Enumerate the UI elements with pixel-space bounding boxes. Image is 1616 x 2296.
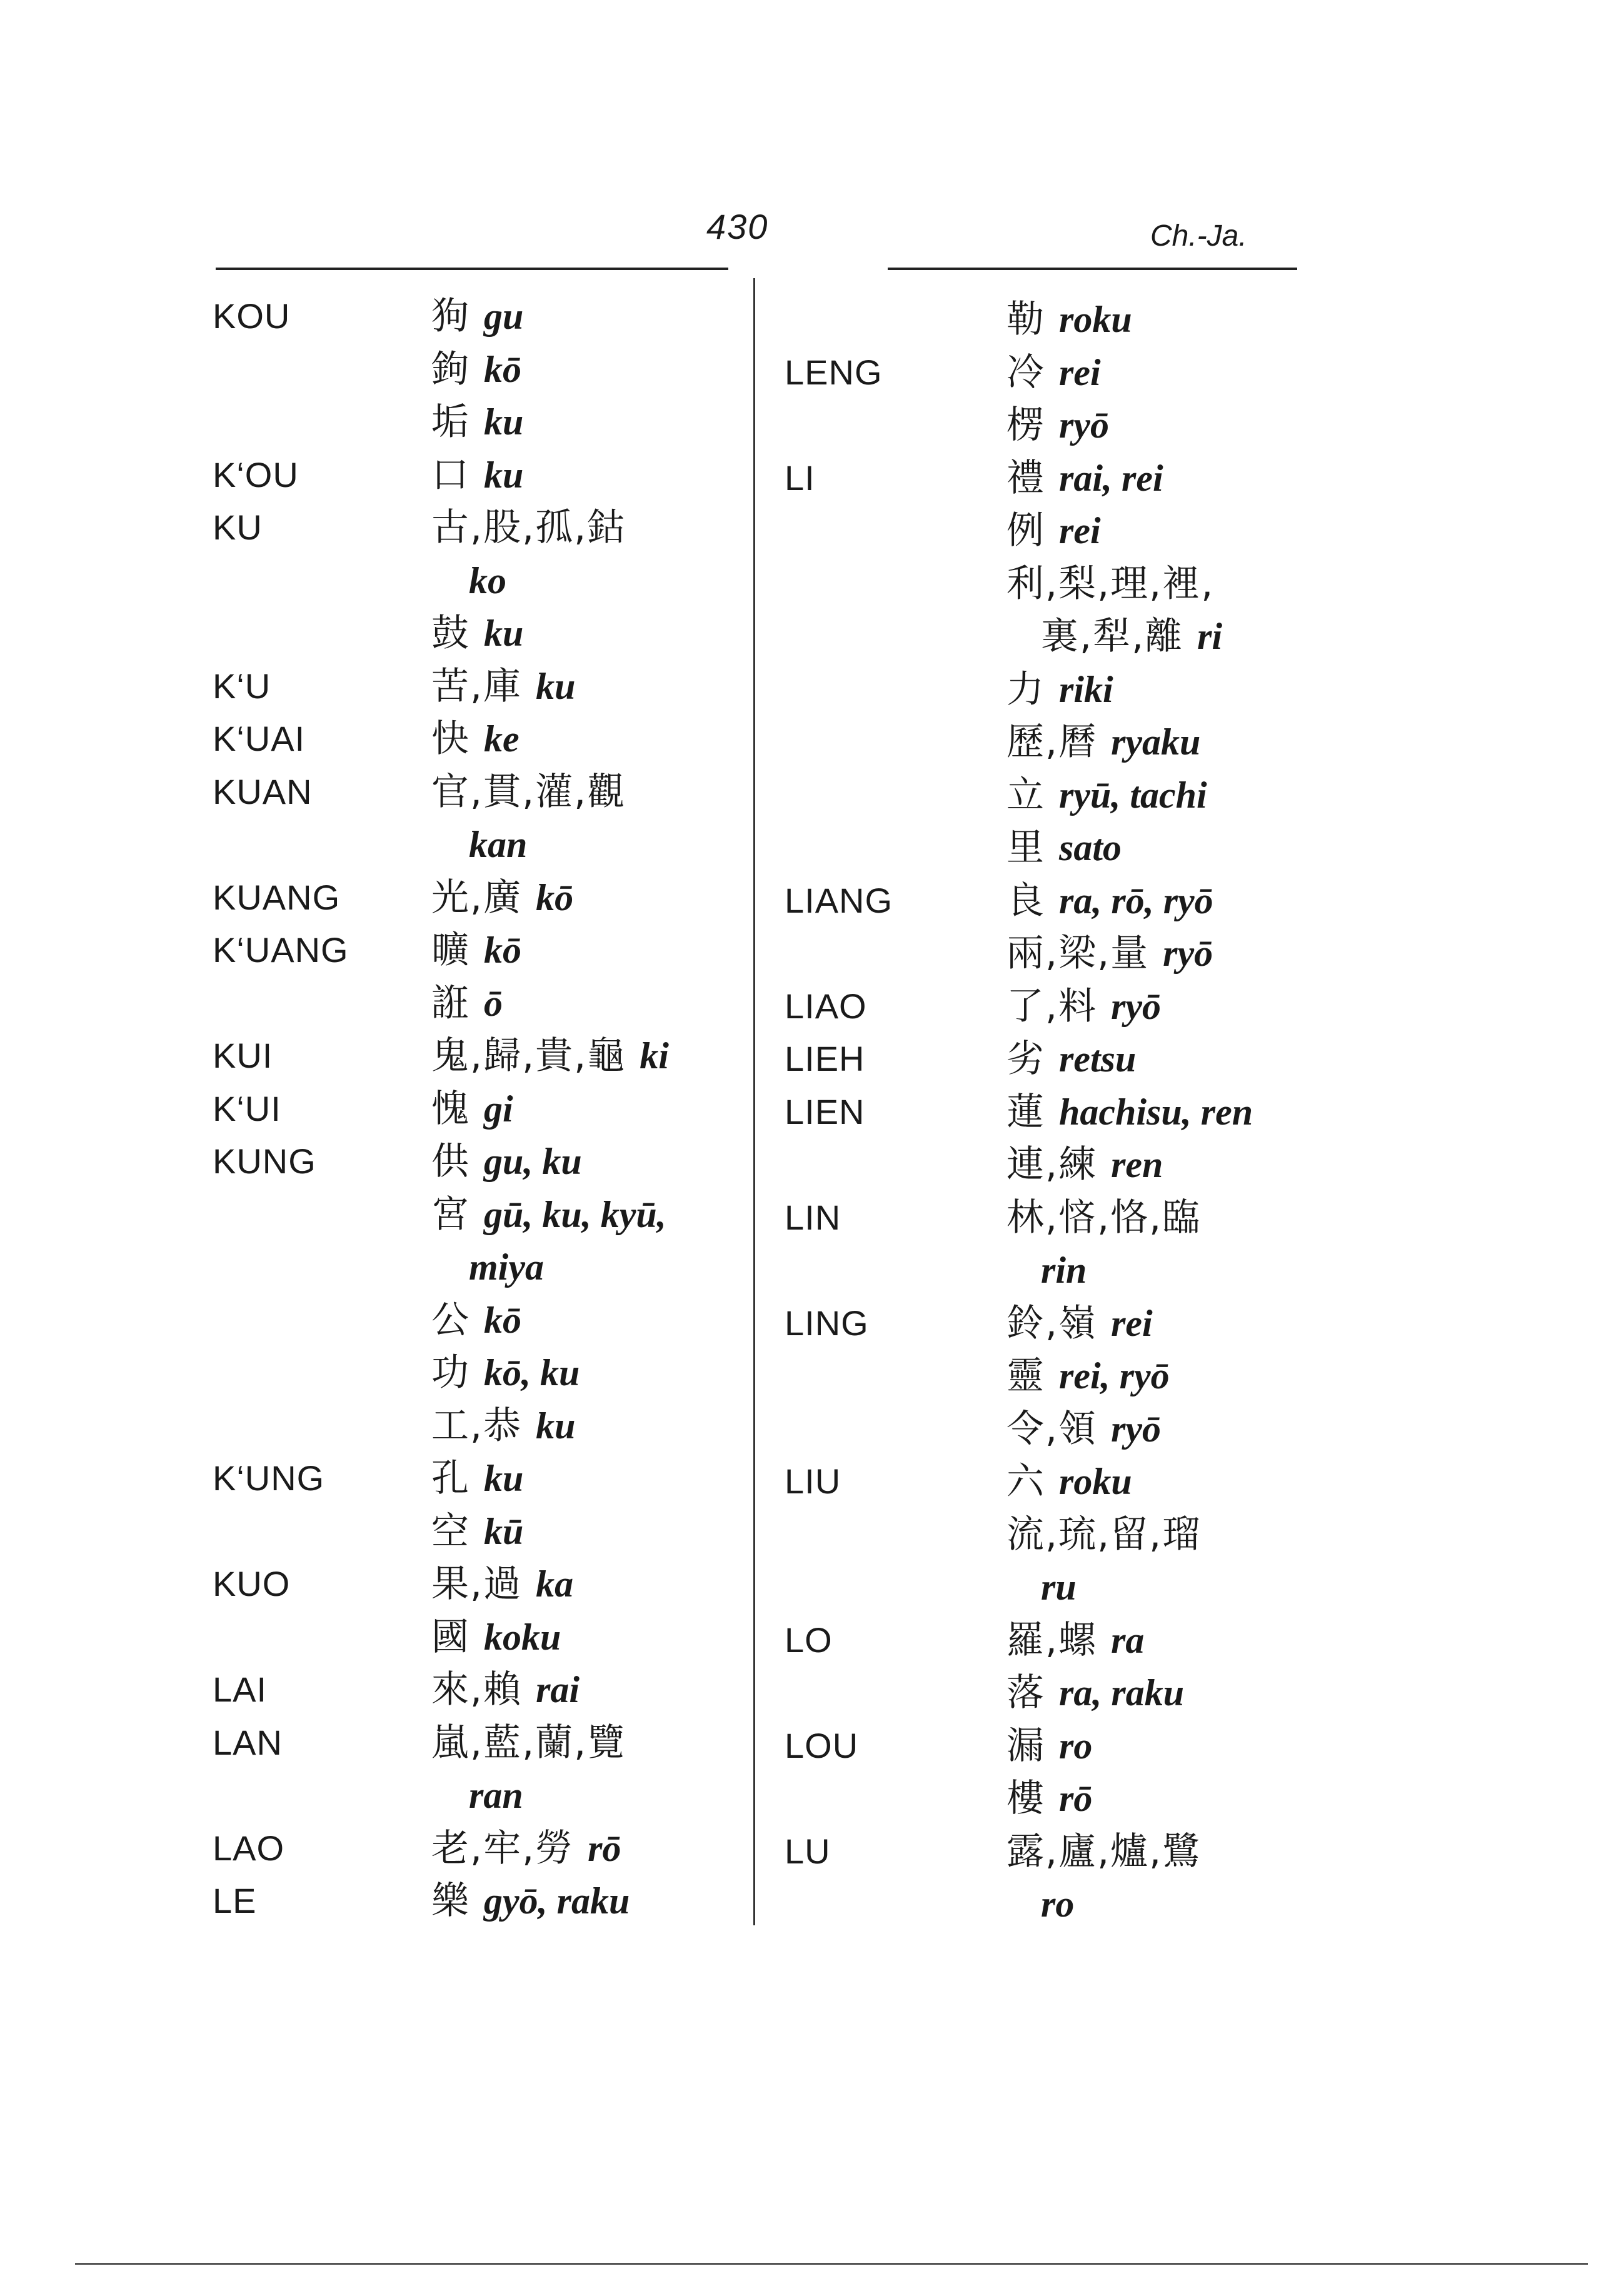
- dictionary-entry: [431, 664, 575, 709]
- dictionary-entry: [1006, 825, 1122, 870]
- japanese-reading: roku: [1059, 299, 1132, 340]
- syllable-label: KUI: [213, 1036, 273, 1075]
- syllable-label: LIANG: [785, 880, 893, 920]
- kanji-characters: 官,貫,灌,觀: [431, 770, 626, 814]
- dictionary-entry: [431, 505, 626, 550]
- japanese-reading: kō: [536, 876, 574, 918]
- dictionary-entry: [1006, 1723, 1092, 1768]
- japanese-reading: ku: [484, 454, 524, 496]
- dictionary-entry: [1006, 878, 1213, 923]
- japanese-reading: ra: [1111, 1619, 1145, 1661]
- dictionary-entry: [1006, 1670, 1184, 1715]
- japanese-reading: ryō: [1111, 1408, 1162, 1450]
- kanji-characters: 漏: [1006, 1723, 1045, 1768]
- kanji-characters: 令,領: [1006, 1406, 1098, 1451]
- japanese-reading: ko: [469, 559, 506, 601]
- syllable-label: K‘U: [213, 666, 271, 706]
- dictionary-entry: [1006, 1512, 1201, 1557]
- kanji-characters: 力: [1006, 667, 1045, 711]
- dictionary-entry: [1006, 1406, 1161, 1451]
- japanese-reading: ra, raku: [1059, 1672, 1185, 1713]
- page-number: 430: [706, 207, 769, 246]
- dictionary-entry: [431, 770, 626, 815]
- japanese-reading: rei, ryō: [1059, 1355, 1170, 1396]
- japanese-reading: ku: [536, 1405, 576, 1446]
- kanji-characters: 鼓: [431, 611, 470, 655]
- japanese-reading: rō: [1059, 1778, 1093, 1819]
- kanji-characters: 古,股,孤,鈷: [431, 506, 626, 549]
- japanese-reading: rin: [1041, 1250, 1087, 1291]
- japanese-reading: rai, rei: [1059, 457, 1163, 499]
- kanji-characters: 里: [1006, 826, 1045, 870]
- dictionary-entry: [1006, 561, 1214, 606]
- japanese-reading: kō: [484, 348, 521, 390]
- dictionary-entry: [1006, 508, 1101, 553]
- kanji-characters: 了,料: [1006, 984, 1098, 1028]
- kanji-characters: 禮: [1006, 456, 1045, 500]
- kanji-characters: 口: [431, 453, 470, 497]
- japanese-reading: hachisu, ren: [1059, 1091, 1253, 1133]
- dictionary-entry: [431, 347, 521, 392]
- japanese-reading: kō: [484, 1299, 521, 1341]
- syllable-label: LIN: [785, 1197, 841, 1237]
- japanese-reading: kan: [469, 824, 528, 865]
- japanese-reading: rei: [1111, 1302, 1153, 1344]
- syllable-label: LU: [785, 1831, 831, 1871]
- dictionary-entry: [1006, 456, 1163, 501]
- japanese-reading: riki: [1059, 668, 1113, 710]
- kanji-characters: 國: [431, 1615, 470, 1659]
- kanji-characters: 光,廣: [431, 875, 523, 920]
- japanese-reading: ru: [1041, 1567, 1076, 1608]
- dictionary-entry: [431, 1720, 626, 1765]
- kanji-characters: 鉤: [431, 347, 470, 391]
- dictionary-entry: [431, 1192, 666, 1237]
- dictionary-entry: [431, 399, 523, 444]
- dictionary-entry: [1006, 1195, 1201, 1240]
- japanese-reading: ke: [484, 718, 519, 759]
- dictionary-entry: [1006, 1353, 1170, 1398]
- dictionary-entry: [1041, 614, 1222, 659]
- syllable-label: KUO: [213, 1564, 291, 1603]
- syllable-label: LING: [785, 1303, 869, 1343]
- kanji-characters: 來,賴: [431, 1668, 523, 1712]
- kanji-characters: 歷,曆: [1006, 720, 1098, 764]
- dictionary-entry: [1006, 403, 1109, 448]
- syllable-label: K‘UANG: [213, 930, 349, 970]
- dictionary-entry: [1006, 1036, 1136, 1081]
- dictionary-entry: [1006, 1829, 1201, 1874]
- kanji-characters: 連,練: [1006, 1143, 1098, 1186]
- dictionary-entry: [1006, 1459, 1132, 1504]
- kanji-characters: 林,悋,恪,臨: [1006, 1195, 1202, 1240]
- dictionary-entry: [431, 1139, 582, 1184]
- kanji-characters: 冷: [1006, 350, 1045, 394]
- dictionary-entry: [469, 558, 506, 603]
- dictionary-entry: [431, 611, 523, 656]
- japanese-reading: ku: [484, 401, 524, 443]
- japanese-reading: ku: [536, 665, 576, 707]
- dictionary-entry: [431, 1509, 523, 1554]
- syllable-label: LOU: [785, 1725, 859, 1765]
- dictionary-entry: [1041, 1248, 1087, 1293]
- japanese-reading: ō: [484, 982, 503, 1024]
- dictionary-entry: [431, 1086, 513, 1131]
- kanji-characters: 兩,梁,量: [1006, 931, 1150, 975]
- kanji-characters: 六: [1006, 1460, 1045, 1503]
- kanji-characters: 快: [431, 717, 470, 761]
- kanji-characters: 樂: [431, 1879, 470, 1923]
- kanji-characters: 流,琉,留,瑠: [1006, 1512, 1202, 1557]
- kanji-characters: 劣: [1006, 1037, 1045, 1081]
- syllable-label: KU: [213, 508, 263, 547]
- dictionary-entry: [469, 1773, 523, 1818]
- kanji-characters: 空: [431, 1509, 470, 1553]
- kanji-characters: 工,恭: [431, 1403, 523, 1448]
- dictionary-entry: [469, 822, 527, 867]
- japanese-reading: koku: [484, 1616, 561, 1658]
- syllable-label: LI: [785, 458, 815, 498]
- kanji-characters: 羅,螺: [1006, 1618, 1098, 1662]
- dictionary-entry: [431, 1878, 630, 1923]
- dictionary-entry: [1006, 350, 1101, 395]
- kanji-characters: 鈴,嶺: [1006, 1301, 1098, 1345]
- kanji-characters: 誑: [431, 981, 470, 1025]
- dictionary-entry: [1041, 1882, 1074, 1927]
- syllable-label: LENG: [785, 352, 883, 392]
- dictionary-entry: [1006, 773, 1207, 818]
- kanji-characters: 苦,庫: [431, 664, 523, 708]
- japanese-reading: miya: [469, 1246, 544, 1288]
- kanji-characters: 嵐,藍,蘭,覽: [431, 1720, 626, 1765]
- japanese-reading: rei: [1059, 351, 1101, 393]
- kanji-characters: 落: [1006, 1671, 1045, 1715]
- japanese-reading: gyō, raku: [484, 1880, 630, 1922]
- syllable-label: LIAO: [785, 986, 867, 1026]
- japanese-reading: kō, ku: [484, 1352, 580, 1393]
- dictionary-entry: [1006, 1090, 1253, 1135]
- kanji-characters: 樓: [1006, 1777, 1045, 1820]
- syllable-label: LE: [213, 1881, 257, 1920]
- japanese-reading: retsu: [1059, 1038, 1137, 1080]
- japanese-reading: gi: [484, 1088, 513, 1130]
- header-rule-left: [216, 268, 728, 270]
- syllable-label: LIEH: [785, 1039, 865, 1078]
- dictionary-entry: [469, 1245, 544, 1290]
- dictionary-entry: [1006, 297, 1132, 342]
- syllable-label: LIU: [785, 1461, 841, 1501]
- kanji-characters: 利,梨,理,裡,: [1006, 561, 1215, 606]
- japanese-reading: kū: [484, 1510, 524, 1552]
- syllable-label: K‘OU: [213, 454, 299, 494]
- kanji-characters: 勒: [1006, 298, 1045, 341]
- japanese-reading: ka: [536, 1563, 574, 1605]
- japanese-reading: kō: [484, 930, 521, 971]
- dictionary-entry: [431, 981, 503, 1026]
- syllable-label: LAI: [213, 1670, 268, 1709]
- syllable-label: K‘UI: [213, 1088, 281, 1128]
- dictionary-entry: [431, 1350, 580, 1395]
- dictionary-entry: [431, 1667, 580, 1712]
- kanji-characters: 露,廬,爐,鷺: [1006, 1829, 1202, 1873]
- column-divider: [753, 278, 755, 1925]
- kanji-characters: 例: [1006, 509, 1045, 553]
- japanese-reading: ryō: [1111, 985, 1162, 1027]
- bottom-rule: [75, 2263, 1588, 2265]
- japanese-reading: gu: [484, 296, 524, 337]
- japanese-reading: gū, ku, kyū,: [484, 1193, 666, 1235]
- japanese-reading: ki: [640, 1035, 669, 1076]
- kanji-characters: 公: [431, 1298, 470, 1342]
- dictionary-entry: [1006, 931, 1213, 976]
- kanji-characters: 裏,犁,離: [1041, 614, 1184, 658]
- syllable-label: KOU: [213, 296, 291, 336]
- dictionary-entry: [431, 294, 523, 339]
- kanji-characters: 孔: [431, 1456, 470, 1500]
- japanese-reading: ku: [484, 1458, 524, 1499]
- kanji-characters: 立: [1006, 773, 1045, 817]
- section-label: Ch.-Ja.: [1150, 219, 1247, 253]
- japanese-reading: ryū, tachi: [1059, 774, 1207, 816]
- syllable-label: LIEN: [785, 1091, 865, 1131]
- kanji-characters: 鬼,歸,貴,龜: [431, 1034, 626, 1078]
- kanji-characters: 宮: [431, 1192, 470, 1236]
- japanese-reading: rai: [536, 1669, 580, 1710]
- syllable-label: KUANG: [213, 877, 341, 917]
- dictionary-entry: [431, 716, 519, 761]
- dictionary-entry: [1006, 1142, 1163, 1187]
- dictionary-entry: [431, 1615, 561, 1660]
- dictionary-entry: [1006, 1301, 1153, 1346]
- japanese-reading: ryaku: [1111, 721, 1201, 763]
- dictionary-entry: [1041, 1565, 1076, 1610]
- kanji-characters: 供: [431, 1140, 470, 1183]
- japanese-reading: rō: [588, 1827, 621, 1869]
- kanji-characters: 蓮: [1006, 1090, 1045, 1134]
- dictionary-entry: [431, 453, 523, 498]
- header-rule-right: [888, 268, 1297, 270]
- dictionary-entry: [1006, 984, 1161, 1029]
- kanji-characters: 曠: [431, 928, 470, 972]
- kanji-characters: 靈: [1006, 1354, 1045, 1398]
- japanese-reading: ran: [469, 1775, 523, 1816]
- dictionary-entry: [1006, 719, 1200, 764]
- japanese-reading: rei: [1059, 510, 1101, 551]
- dictionary-entry: [431, 928, 521, 973]
- japanese-reading: ryō: [1163, 933, 1213, 974]
- kanji-characters: 愧: [431, 1086, 470, 1131]
- dictionary-entry: [431, 1562, 573, 1607]
- japanese-reading: ra, rō, ryō: [1059, 880, 1213, 921]
- japanese-reading: ro: [1041, 1883, 1075, 1925]
- dictionary-entry: [431, 1033, 669, 1078]
- japanese-reading: ri: [1197, 616, 1223, 657]
- japanese-reading: roku: [1059, 1461, 1132, 1502]
- kanji-characters: 垢: [431, 400, 470, 444]
- syllable-label: KUAN: [213, 771, 313, 811]
- kanji-characters: 功: [431, 1351, 470, 1395]
- kanji-characters: 良: [1006, 878, 1045, 923]
- syllable-label: K‘UNG: [213, 1458, 325, 1498]
- kanji-characters: 狗: [431, 294, 470, 338]
- japanese-reading: ku: [484, 613, 524, 654]
- japanese-reading: gu, ku: [484, 1141, 582, 1182]
- japanese-reading: sato: [1059, 827, 1122, 868]
- japanese-reading: ryō: [1059, 404, 1109, 446]
- dictionary-entry: [1006, 1776, 1092, 1821]
- dictionary-entry: [431, 1826, 621, 1871]
- kanji-characters: 楞: [1006, 403, 1045, 447]
- japanese-reading: ren: [1111, 1144, 1163, 1185]
- syllable-label: LAN: [213, 1722, 283, 1762]
- dictionary-entry: [431, 1403, 575, 1448]
- syllable-label: K‘UAI: [213, 719, 306, 758]
- syllable-label: LAO: [213, 1828, 285, 1868]
- syllable-label: KUNG: [213, 1141, 316, 1181]
- syllable-label: LO: [785, 1620, 833, 1660]
- kanji-characters: 果,過: [431, 1562, 523, 1606]
- dictionary-entry: [1006, 667, 1113, 712]
- dictionary-entry: [431, 875, 573, 920]
- japanese-reading: ro: [1059, 1725, 1093, 1767]
- dictionary-entry: [431, 1456, 523, 1501]
- kanji-characters: 老,牢,勞: [431, 1826, 575, 1870]
- dictionary-entry: [1006, 1618, 1144, 1663]
- dictionary-entry: [431, 1298, 521, 1343]
